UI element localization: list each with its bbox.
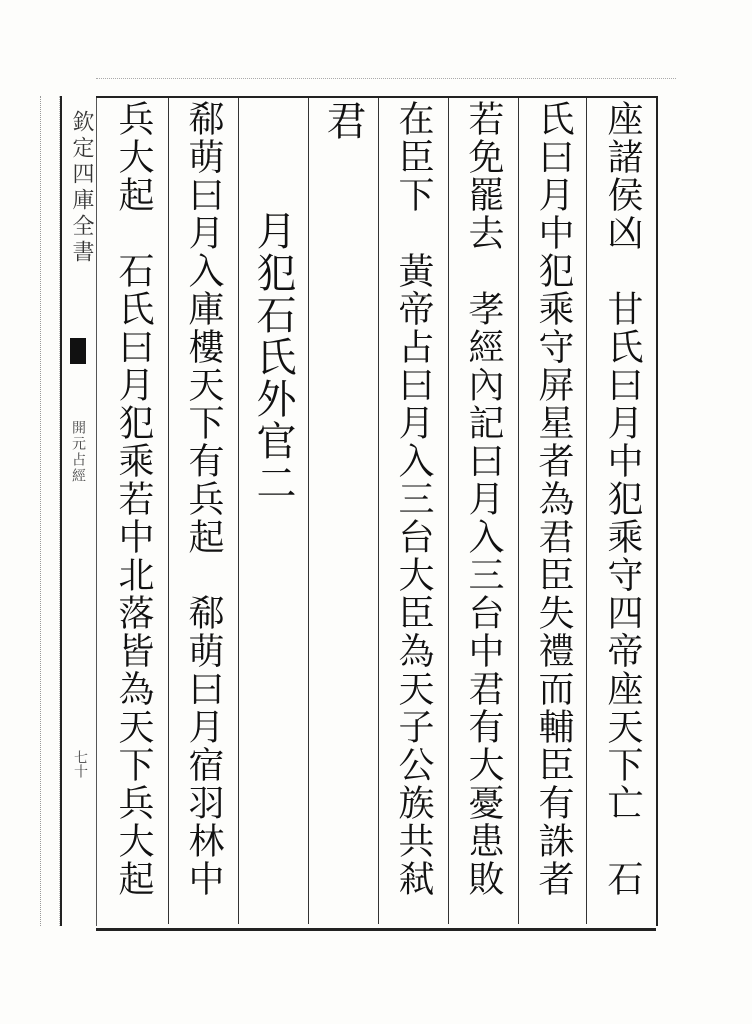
column-rule [168, 98, 169, 924]
gutter-folio-number: 七十 [72, 750, 88, 778]
text-column-7 [171, 100, 235, 920]
column-text: 若免罷去 孝經內記曰月入三台中君有大憂患敗 [463, 100, 504, 898]
page-edge-left [40, 96, 60, 926]
column-rule [448, 98, 449, 924]
frame-right-rule [656, 96, 658, 926]
section-heading: 月犯石氏外官二 [250, 210, 296, 504]
column-text: 郗萌曰月入庫樓天下有兵起 郗萌曰月宿羽林中 [183, 100, 224, 898]
text-column-1 [590, 100, 654, 920]
text-column-5 [311, 100, 375, 920]
gutter-book-title: 開元占經 [70, 420, 86, 484]
column-text: 座諸侯凶 甘氏曰月中犯乘守四帝座天下亡 石 [602, 100, 643, 898]
column-rule [308, 98, 309, 924]
column-text: 兵大起 石氏曰月犯乘若中北落皆為天下兵大起 [113, 100, 154, 898]
page-edge-top [96, 78, 676, 89]
text-column-8 [101, 100, 165, 920]
column-rule [378, 98, 379, 924]
gutter-title: 欽定四庫全書 [69, 110, 94, 266]
column-text: 氏曰月中犯乘守屏星者為君臣失禮而輔臣有誅者 [533, 100, 574, 898]
gutter-fishtail-mark [70, 338, 86, 364]
text-column-2 [521, 100, 585, 920]
column-rule [238, 98, 239, 924]
column-text: 在臣下 黃帝占曰月入三台大臣為天子公族共弒 [393, 100, 434, 898]
text-column-6-heading [241, 210, 305, 1030]
text-column-3 [451, 100, 515, 920]
column-text: 君 [320, 100, 366, 142]
text-column-4 [381, 100, 445, 920]
column-rule [586, 98, 587, 924]
column-rule [518, 98, 519, 924]
